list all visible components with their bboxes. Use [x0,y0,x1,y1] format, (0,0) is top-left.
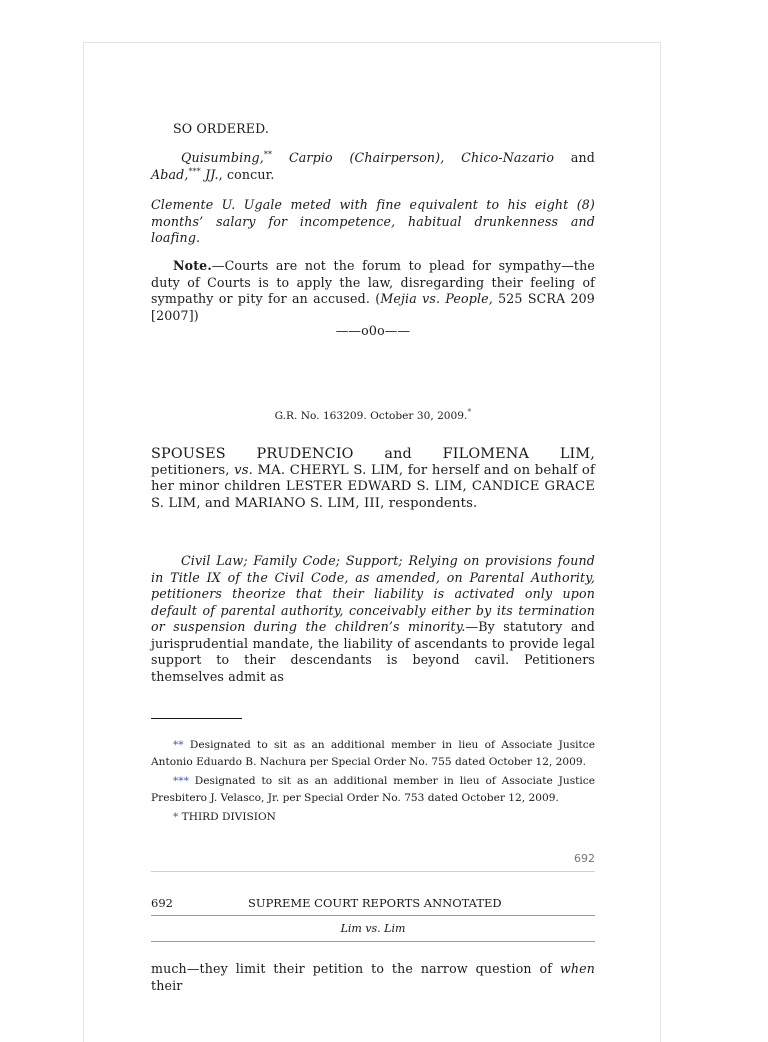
concur-name2: Abad, [151,166,189,182]
parties-rest: MA. CHERYL S. LIM, for herself and on behalf of her minor children LESTER EDWARD S. LIM, CANDICE GRACE S. LIM, and MARIANO S. LIM, III, [151,462,595,511]
syllabus-roman: —By statutory and jurisprudential mandate, the liability of ascendants to provide legal support to their descendants is beyond cavil. Petitioners themselves admit as [151,619,596,684]
concur-and: and [570,150,595,165]
continuation-paragraph [151,961,595,994]
ugale-note-text: Clemente U. Ugale meted with fine equivalent to his eight (8) months’ salary for incompetence, habitual drunkenness and loafing. [151,197,595,245]
running-header-rule [151,915,595,916]
syllabus-italic: Civil Law; Family Code; Support; Relying on provisions found in Title IX of the Civil Code, as amended, on Parental Authority, petitioners theorize that their liability is activated only upon default of parental authority, conceivably either by its termination or suspension during the children’s minority. [151,553,595,634]
footnotes [151,737,595,826]
page-number-bottom: 692 [574,852,595,865]
case-header [151,409,595,423]
note-text: —Courts are not the forum to plead for sympathy—the duty of Courts is to apply the law, disregarding their feeling of sympathy or pity for an accused. ( [151,258,595,306]
running-header-rule-2 [151,941,595,942]
concur-paragraph [151,150,595,183]
page-break-rule [151,871,595,872]
note-cite-rest: 525 SCRA 209 [2007]) [151,291,595,323]
case-parties [151,446,595,512]
section-separator [151,323,595,340]
parties-line1: SPOUSES PRUDENCIO and FILOMENA LIM, [151,446,595,462]
separator-text: ——o0o—— [335,323,411,338]
concur-sup1: ** [263,149,273,159]
syllabus-paragraph [151,553,595,685]
continuation-before: much—they limit their petition to the narrow question of [151,961,560,976]
case-number-date: G.R. No. 163209. October 30, 2009. [274,410,468,422]
note-cite-italic: Mejia vs. People, [380,291,493,306]
footnote-3 [151,809,595,826]
continuation-after: their [151,977,183,993]
so-ordered [151,121,595,138]
concur-name1: Quisumbing, [181,150,264,165]
so-ordered-text: SO ORDERED. [173,121,270,136]
concur-tail: , concur. [218,166,275,182]
footnote-1-marker[interactable]: ** [173,739,184,751]
concur-middle: Carpio (Chairperson), Chico-Nazario [272,150,555,165]
note-paragraph [151,258,595,324]
document-page [83,42,661,1042]
continuation-italic: when [559,961,595,976]
parties-petitioners: petitioners, [151,462,235,478]
footnote-1-text: Designated to sit as an additional member in lieu of Associate Jusitce Antonio Eduardo B. Nachura per Special Order No. 755 dated October 12, 2009. [151,739,595,768]
running-header-page: 692 [151,896,173,910]
concur-sup2: *** [188,166,201,176]
footnote-2-marker[interactable]: *** [173,775,189,787]
footnote-2 [151,773,595,807]
parties-vs: vs. [234,462,253,478]
case-footnote-marker[interactable]: * [467,407,472,417]
footnote-rule [151,718,242,719]
running-header-case: Lim vs. Lim [340,922,406,935]
footnote-2-text: Designated to sit as an additional member in lieu of Associate Justice Presbitero J. Velasco, Jr. per Special Order No. 753 dated October 12, 2009. [151,775,595,804]
footnote-1 [151,737,595,771]
note-label: Note. [173,258,212,273]
parties-respondents: respondents. [388,495,478,511]
running-header-title: SUPREME COURT REPORTS ANNOTATED [248,896,502,910]
concur-jj: JJ. [200,166,219,182]
ugale-note [151,197,595,247]
footnote-3-marker[interactable]: * [173,811,179,823]
footnote-3-text: THIRD DIVISION [178,811,276,823]
